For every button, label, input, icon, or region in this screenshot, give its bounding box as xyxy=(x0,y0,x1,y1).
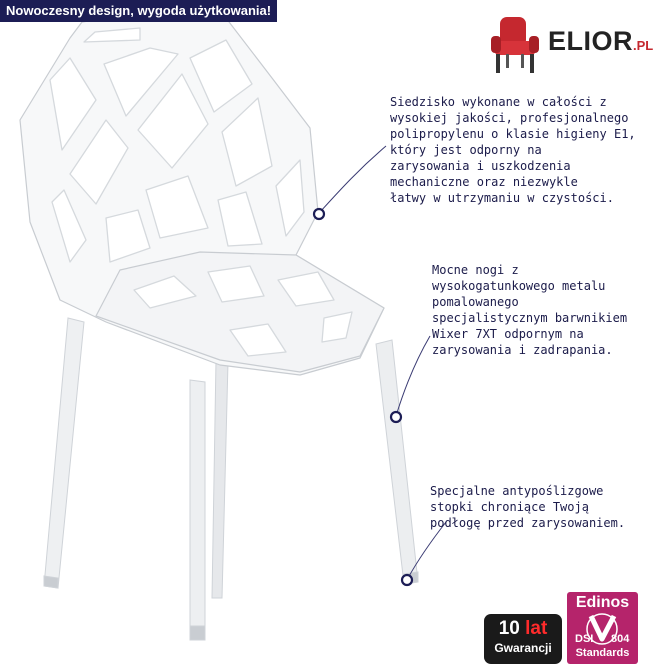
certificate-code-right: 804 xyxy=(611,633,630,645)
elior-logo[interactable] xyxy=(486,14,653,76)
feature-note-seat: Siedzisko wykonane w całości z wysokiej jakości, profesjonalnego polipropylenu o klasie higieny E1, który jest odporny na zarysowania i uszkodzenia mechaniczne oraz niezwykle łatwy w utrzymaniu w czystości. xyxy=(390,95,636,205)
certificate-badge xyxy=(567,592,638,664)
feature-note-feet: Specjalne antypoślizgowe stopki chroniące Twoją podłogę przed zarysowaniem. xyxy=(430,484,626,530)
logo-suffix: .PL xyxy=(633,38,653,53)
certificate-code-left: DSI xyxy=(575,633,594,645)
warranty-number: 10 xyxy=(498,618,520,639)
warranty-caption: Gwarancji xyxy=(494,641,552,655)
certificate-standard: Standards xyxy=(575,647,630,659)
armchair-icon xyxy=(486,14,544,76)
certificate-brand: Edinos xyxy=(575,594,630,611)
headline-banner: Nowoczesny design, wygoda użytkowania! xyxy=(0,0,277,22)
warranty-badge xyxy=(484,614,562,664)
logo-name: ELIOR xyxy=(548,26,634,56)
warranty-unit: lat xyxy=(525,618,548,639)
feature-note-legs: Mocne nogi z wysokogatunkowego metalu pomalowanego specjalistycznym barwnikiem Wixer 7XT odpornym na zarysowania i zadrapania. xyxy=(432,263,628,357)
